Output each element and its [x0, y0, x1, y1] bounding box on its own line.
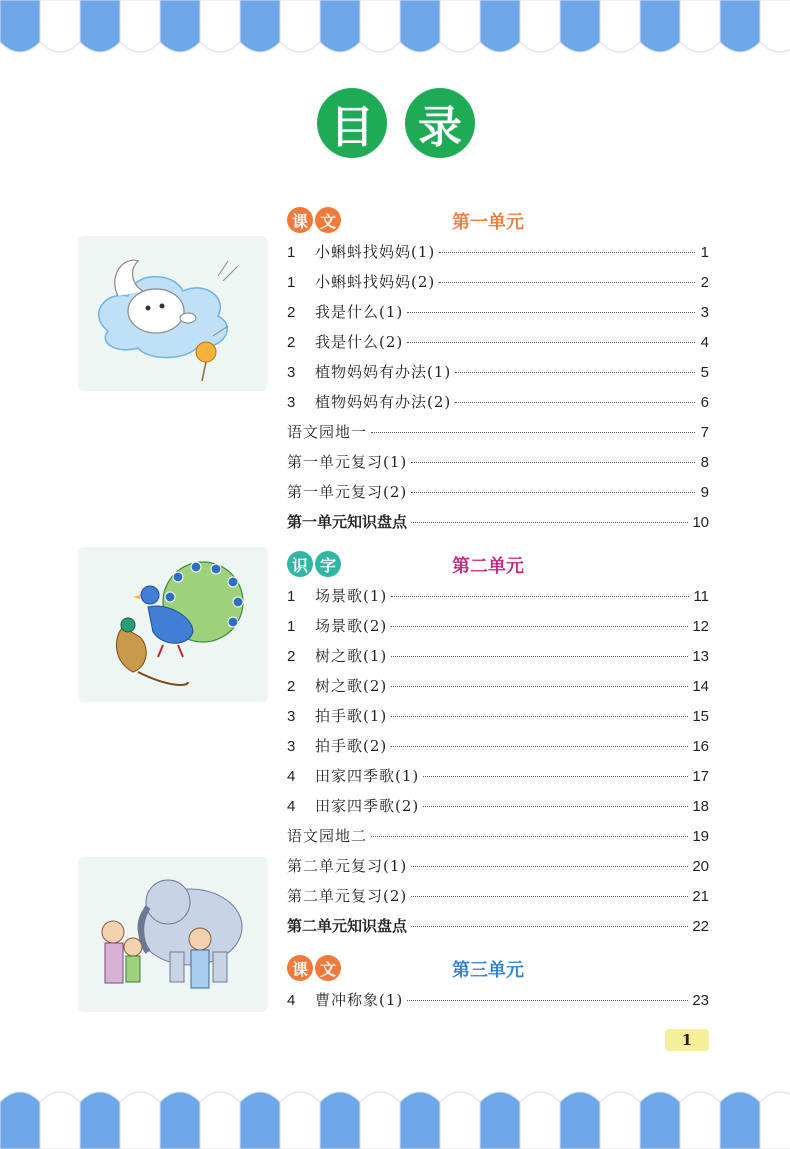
toc-row-page: 12 [692, 618, 709, 635]
toc-leader-dots [423, 776, 688, 777]
toc-leader-dots [411, 492, 695, 493]
toc-row-title: 曹冲称象(1) [315, 991, 404, 1009]
top-awning-decoration [0, 0, 790, 60]
toc-row-title: 拍手歌(1) [315, 707, 388, 725]
toc-leader-dots [411, 522, 688, 523]
toc-row[interactable] [287, 451, 709, 475]
toc-row-page: 9 [700, 484, 709, 501]
toc-row-number: 3 [287, 708, 296, 725]
title-char-2: 录 [405, 88, 475, 158]
page-title [0, 88, 790, 158]
awning-bottom-svg [0, 1080, 790, 1149]
awning-stripe [600, 1092, 640, 1149]
toc-leader-dots [407, 1000, 688, 1001]
toc-row-page: 15 [692, 708, 709, 725]
awning-stripe [120, 0, 160, 52]
toc-row[interactable] [287, 915, 709, 939]
awning-stripe [360, 0, 400, 52]
awning-stripe [760, 0, 790, 52]
awning-stripe [0, 0, 40, 52]
awning-stripe [640, 0, 680, 52]
awning-stripe [400, 1092, 440, 1149]
toc-row-page: 8 [700, 454, 709, 471]
awning-stripe [360, 1092, 400, 1149]
toc-row-number: 4 [287, 992, 296, 1009]
toc-row-page: 7 [700, 424, 709, 441]
toc-row-page: 19 [692, 828, 709, 845]
toc-row-title: 语文园地一 [287, 423, 368, 441]
awning-stripe [200, 0, 240, 52]
toc-row-title: 我是什么(1) [315, 303, 404, 321]
toc-row-page: 22 [692, 918, 709, 935]
toc-row[interactable] [287, 645, 709, 669]
toc-row-page: 2 [700, 274, 709, 291]
toc-row-page: 6 [700, 394, 709, 411]
unit-3-badge-2: 文 [315, 955, 341, 981]
unit-1-badge-2: 文 [315, 207, 341, 233]
toc-row[interactable] [287, 511, 709, 535]
toc-row-title: 田家四季歌(1) [315, 767, 420, 785]
unit-3-badge-1: 课 [287, 955, 313, 981]
awning-stripe [560, 1092, 600, 1149]
toc-row-number: 1 [287, 274, 296, 291]
toc-row-title: 场景歌(2) [315, 617, 388, 635]
toc-row-number: 4 [287, 768, 296, 785]
unit-header-1 [287, 205, 717, 235]
toc-leader-dots [391, 686, 688, 687]
toc-row-number: 2 [287, 334, 296, 351]
awning-stripe [680, 0, 720, 52]
awning-stripe [320, 0, 360, 52]
toc-row[interactable] [287, 989, 709, 1013]
toc-leader-dots [411, 462, 695, 463]
toc-leader-dots [455, 372, 695, 373]
awning-stripe [40, 0, 80, 52]
toc-row-title: 第二单元知识盘点 [287, 917, 408, 935]
toc-row-number: 2 [287, 678, 296, 695]
title-char-1: 目 [317, 88, 387, 158]
toc-leader-dots [391, 746, 688, 747]
toc-row-page: 14 [692, 678, 709, 695]
awning-stripe [720, 0, 760, 52]
toc-leader-dots [391, 596, 689, 597]
toc-row-number: 1 [287, 588, 296, 605]
awning-stripe [560, 0, 600, 52]
awning-stripe [40, 1092, 80, 1149]
toc-row-title: 小蝌蚪找妈妈(1) [315, 243, 436, 261]
awning-stripe [80, 1092, 120, 1149]
awning-stripe [160, 1092, 200, 1149]
toc-leader-dots [407, 312, 695, 313]
awning-stripe [280, 0, 320, 52]
toc-row-page: 3 [700, 304, 709, 321]
toc-row-number: 1 [287, 244, 296, 261]
toc-row[interactable] [287, 301, 709, 325]
toc-row-number: 3 [287, 364, 296, 381]
toc-row-title: 第二单元复习(1) [287, 857, 408, 875]
toc-row-title: 第一单元复习(1) [287, 453, 408, 471]
toc-row[interactable] [287, 585, 709, 609]
toc-row-title: 植物妈妈有办法(1) [315, 363, 452, 381]
toc-row-number: 3 [287, 394, 296, 411]
unit-header-3 [287, 953, 717, 983]
toc-row-page: 16 [692, 738, 709, 755]
toc-row[interactable] [287, 241, 709, 265]
awning-stripe [200, 1092, 240, 1149]
toc-row[interactable] [287, 271, 709, 295]
page-number: 1 [665, 1029, 709, 1051]
toc-leader-dots [439, 252, 695, 253]
bottom-awning-decoration [0, 1080, 790, 1140]
toc-row[interactable] [287, 391, 709, 415]
toc-row-page: 21 [692, 888, 709, 905]
toc-row-title: 第一单元知识盘点 [287, 513, 408, 531]
toc-row[interactable] [287, 825, 709, 849]
toc-row-number: 3 [287, 738, 296, 755]
unit-2-badge-1: 识 [287, 551, 313, 577]
toc-row-page: 5 [700, 364, 709, 381]
toc-leader-dots [391, 656, 688, 657]
awning-stripe [760, 1092, 790, 1149]
unit-1-badge-1: 课 [287, 207, 313, 233]
cloud-illustration [78, 236, 268, 391]
toc-leader-dots [411, 866, 688, 867]
awning-stripe [480, 1092, 520, 1149]
awning-stripe [520, 1092, 560, 1149]
unit-2-badge-2: 字 [315, 551, 341, 577]
toc-row-page: 11 [693, 588, 709, 605]
awning-stripe [80, 0, 120, 52]
toc-row[interactable] [287, 675, 709, 699]
toc-leader-dots [371, 836, 688, 837]
awning-stripe [480, 0, 520, 52]
awning-stripe [440, 0, 480, 52]
toc-row[interactable] [287, 885, 709, 909]
elephant-illustration [78, 857, 268, 1012]
toc-row[interactable] [287, 795, 709, 819]
toc-row-page: 17 [692, 768, 709, 785]
toc-row[interactable] [287, 735, 709, 759]
awning-stripe [280, 1092, 320, 1149]
unit-3-title: 第三单元 [452, 960, 524, 981]
toc-row-page: 4 [700, 334, 709, 351]
toc-row-title: 植物妈妈有办法(2) [315, 393, 452, 411]
awning-stripe [440, 1092, 480, 1149]
toc-row[interactable] [287, 855, 709, 879]
awning-stripe [680, 1092, 720, 1149]
awning-stripe [160, 0, 200, 52]
awning-top-svg [0, 0, 790, 60]
toc-row-title: 拍手歌(2) [315, 737, 388, 755]
toc-row-page: 1 [700, 244, 709, 261]
toc-row-page: 13 [692, 648, 709, 665]
awning-stripe [240, 0, 280, 52]
toc-row[interactable] [287, 481, 709, 505]
awning-stripe [240, 1092, 280, 1149]
toc-row-title: 小蝌蚪找妈妈(2) [315, 273, 436, 291]
peacock-illustration [78, 547, 268, 702]
toc-leader-dots [371, 432, 695, 433]
toc-row[interactable] [287, 421, 709, 445]
unit-header-2 [287, 549, 717, 579]
toc-row-title: 第一单元复习(2) [287, 483, 408, 501]
awning-stripe [320, 1092, 360, 1149]
toc-leader-dots [411, 926, 688, 927]
toc-leader-dots [411, 896, 688, 897]
toc-row-title: 树之歌(1) [315, 647, 388, 665]
toc-row-title: 第二单元复习(2) [287, 887, 408, 905]
awning-stripe [520, 0, 560, 52]
toc-row-page: 18 [692, 798, 709, 815]
toc-row[interactable] [287, 615, 709, 639]
toc-row-page: 20 [692, 858, 709, 875]
awning-stripe [640, 1092, 680, 1149]
awning-stripe [720, 1092, 760, 1149]
toc-leader-dots [423, 806, 688, 807]
toc-row-page: 23 [692, 992, 709, 1009]
toc-row-page: 10 [692, 514, 709, 531]
toc-leader-dots [407, 342, 695, 343]
toc-row-number: 2 [287, 648, 296, 665]
toc-row-title: 田家四季歌(2) [315, 797, 420, 815]
awning-stripe [600, 0, 640, 52]
toc-row-number: 1 [287, 618, 296, 635]
awning-stripe [120, 1092, 160, 1149]
awning-stripe [0, 1092, 40, 1149]
toc-leader-dots [391, 626, 688, 627]
toc-row[interactable] [287, 765, 709, 789]
toc-row-number: 2 [287, 304, 296, 321]
toc-row[interactable] [287, 361, 709, 385]
unit-1-title: 第一单元 [452, 212, 524, 233]
toc-row-title: 树之歌(2) [315, 677, 388, 695]
toc-row-title: 语文园地二 [287, 827, 368, 845]
toc-row-title: 我是什么(2) [315, 333, 404, 351]
awning-stripe [400, 0, 440, 52]
unit-2-title: 第二单元 [452, 556, 524, 577]
toc-leader-dots [455, 402, 695, 403]
toc-leader-dots [391, 716, 688, 717]
toc-row[interactable] [287, 331, 709, 355]
toc-row-number: 4 [287, 798, 296, 815]
toc-row[interactable] [287, 705, 709, 729]
toc-row-title: 场景歌(1) [315, 587, 388, 605]
toc-leader-dots [439, 282, 695, 283]
